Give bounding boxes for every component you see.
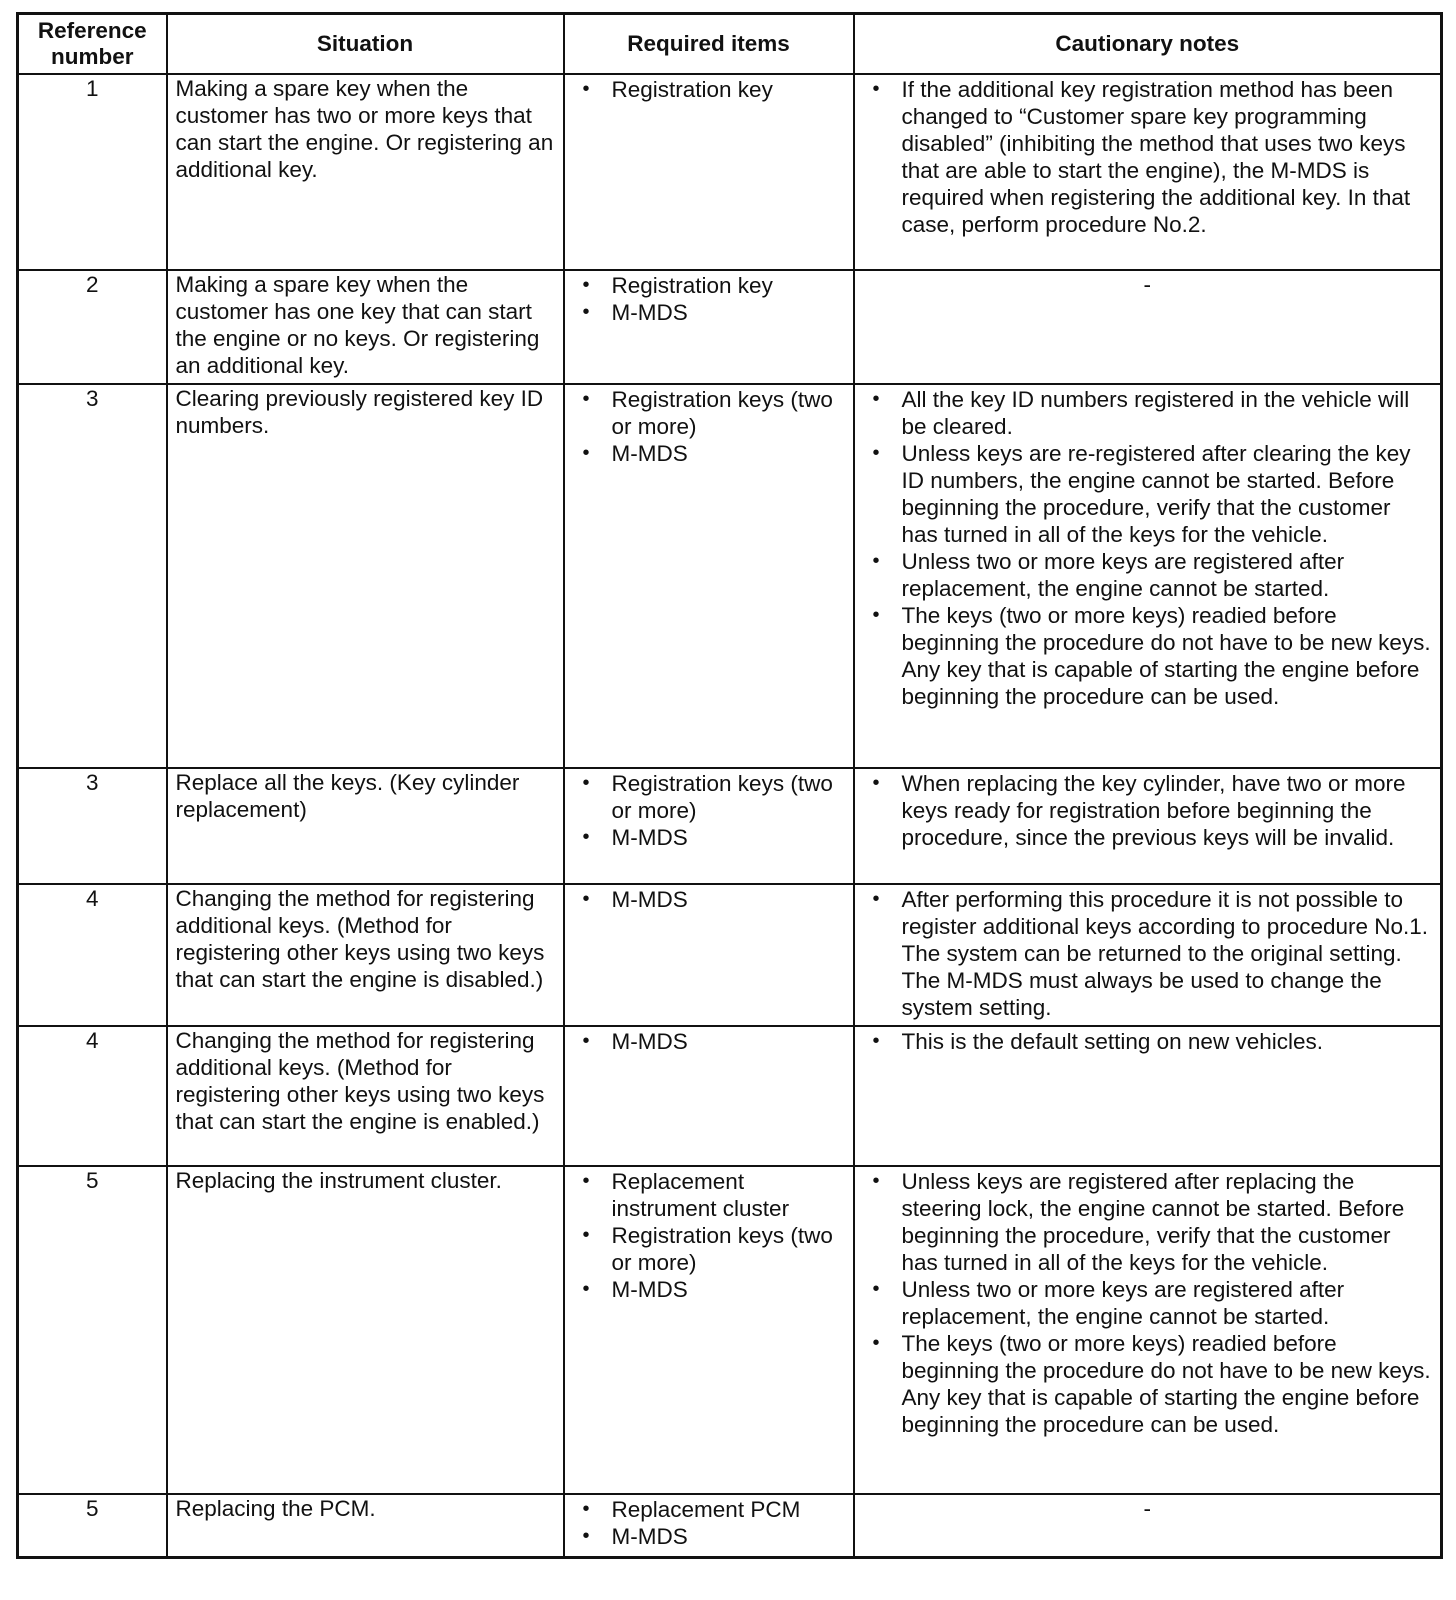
required-items-list (573, 1496, 845, 1550)
cautionary-notes-list (863, 1168, 1433, 1438)
table-body (18, 74, 1442, 1557)
cautionary-notes-cell: - (854, 1494, 1442, 1557)
header-reference-number: Reference number (18, 14, 167, 75)
reference-number-cell: 4 (18, 884, 167, 1026)
table-row (18, 1026, 1442, 1166)
required-item: • M-MDS (573, 299, 845, 326)
cautionary-notes-cell (854, 384, 1442, 768)
cautionary-note: • Unless keys are registered after replacing the steering lock, the engine cannot be started. Before beginning the procedure, verify that the customer has turned in all of the keys for the vehicle. (863, 1168, 1433, 1276)
reference-number-cell: 5 (18, 1494, 167, 1557)
table-row (18, 1494, 1442, 1557)
required-item: • Replacement instrument cluster (573, 1168, 845, 1222)
required-items-cell (564, 1026, 854, 1166)
required-items-cell (564, 768, 854, 884)
table-row (18, 270, 1442, 384)
required-item: • M-MDS (573, 440, 845, 467)
cautionary-note: • The keys (two or more keys) readied before beginning the procedure do not have to be new keys. Any key that is capable of starting the engine before beginning the procedure can be used. (863, 602, 1433, 710)
required-item: • Registration keys (two or more) (573, 386, 845, 440)
reference-number-cell: 5 (18, 1166, 167, 1494)
cautionary-notes-list (863, 76, 1433, 238)
required-items-cell (564, 384, 854, 768)
cautionary-notes-list (863, 1028, 1433, 1055)
cautionary-notes-cell: - (854, 270, 1442, 384)
cautionary-note: • Unless two or more keys are registered after replacement, the engine cannot be started. (863, 1276, 1433, 1330)
reference-number-cell: 3 (18, 768, 167, 884)
required-item: • Registration keys (two or more) (573, 1222, 845, 1276)
required-items-list (573, 386, 845, 467)
cautionary-notes-list (863, 386, 1433, 710)
required-items-list (573, 886, 845, 913)
table-row (18, 384, 1442, 768)
required-items-list (573, 1168, 845, 1303)
cautionary-note: • If the additional key registration method has been changed to “Customer spare key programming disabled” (inhibiting the method that uses two keys that are able to start the engine), the M-MDS is required when registering the additional key. In that case, perform procedure No.2. (863, 76, 1433, 238)
key-registration-table (16, 12, 1443, 1559)
reference-number-cell: 1 (18, 74, 167, 270)
required-items-list (573, 76, 845, 103)
required-item: • Registration key (573, 76, 845, 103)
required-items-cell (564, 884, 854, 1026)
required-item: • Registration key (573, 272, 845, 299)
situation-cell: Replacing the PCM. (167, 1494, 564, 1557)
cautionary-notes-cell (854, 768, 1442, 884)
required-item: • Replacement PCM (573, 1496, 845, 1523)
situation-cell: Making a spare key when the customer has one key that can start the engine or no keys. Or registering an additional key. (167, 270, 564, 384)
situation-cell: Replacing the instrument cluster. (167, 1166, 564, 1494)
cautionary-note: • This is the default setting on new vehicles. (863, 1028, 1433, 1055)
situation-cell: Changing the method for registering additional keys. (Method for registering other keys using two keys that can start the engine is disabled.) (167, 884, 564, 1026)
situation-cell: Replace all the keys. (Key cylinder replacement) (167, 768, 564, 884)
required-item: • M-MDS (573, 1523, 845, 1550)
cautionary-notes-cell (854, 74, 1442, 270)
table-row (18, 74, 1442, 270)
header-cautionary-notes: Cautionary notes (854, 14, 1442, 75)
required-items-list (573, 272, 845, 326)
required-item: • M-MDS (573, 824, 845, 851)
cautionary-note: • Unless two or more keys are registered after replacement, the engine cannot be started. (863, 548, 1433, 602)
required-items-list (573, 1028, 845, 1055)
table-row (18, 1166, 1442, 1494)
header-situation: Situation (167, 14, 564, 75)
reference-number-cell: 2 (18, 270, 167, 384)
cautionary-note: • All the key ID numbers registered in the vehicle will be cleared. (863, 386, 1433, 440)
situation-cell: Changing the method for registering additional keys. (Method for registering other keys using two keys that can start the engine is enabled.) (167, 1026, 564, 1166)
table-row (18, 768, 1442, 884)
cautionary-notes-cell (854, 884, 1442, 1026)
cautionary-notes-cell (854, 1166, 1442, 1494)
reference-number-cell: 4 (18, 1026, 167, 1166)
cautionary-note: • After performing this procedure it is not possible to register additional keys according to procedure No.1. The system can be returned to the original setting. The M-MDS must always be used to change the system setting. (863, 886, 1433, 1021)
situation-cell: Making a spare key when the customer has two or more keys that can start the engine. Or registering an additional key. (167, 74, 564, 270)
cautionary-note: • When replacing the key cylinder, have two or more keys ready for registration before beginning the procedure, since the previous keys will be invalid. (863, 770, 1433, 851)
required-items-cell (564, 1494, 854, 1557)
cautionary-notes-list (863, 886, 1433, 1021)
header-row (18, 14, 1442, 75)
required-items-cell (564, 74, 854, 270)
reference-number-cell: 3 (18, 384, 167, 768)
required-items-list (573, 770, 845, 851)
required-item: • M-MDS (573, 1276, 845, 1303)
required-items-cell (564, 1166, 854, 1494)
required-item: • M-MDS (573, 1028, 845, 1055)
header-required-items: Required items (564, 14, 854, 75)
table-row (18, 884, 1442, 1026)
situation-cell: Clearing previously registered key ID numbers. (167, 384, 564, 768)
cautionary-note: • The keys (two or more keys) readied before beginning the procedure do not have to be new keys. Any key that is capable of starting the engine before beginning the procedure can be used. (863, 1330, 1433, 1438)
cautionary-note: • Unless keys are re-registered after clearing the key ID numbers, the engine cannot be started. Before beginning the procedure, verify that the customer has turned in all of the keys for the vehicle. (863, 440, 1433, 548)
required-items-cell (564, 270, 854, 384)
cautionary-notes-cell (854, 1026, 1442, 1166)
required-item: • Registration keys (two or more) (573, 770, 845, 824)
cautionary-notes-list (863, 770, 1433, 851)
required-item: • M-MDS (573, 886, 845, 913)
